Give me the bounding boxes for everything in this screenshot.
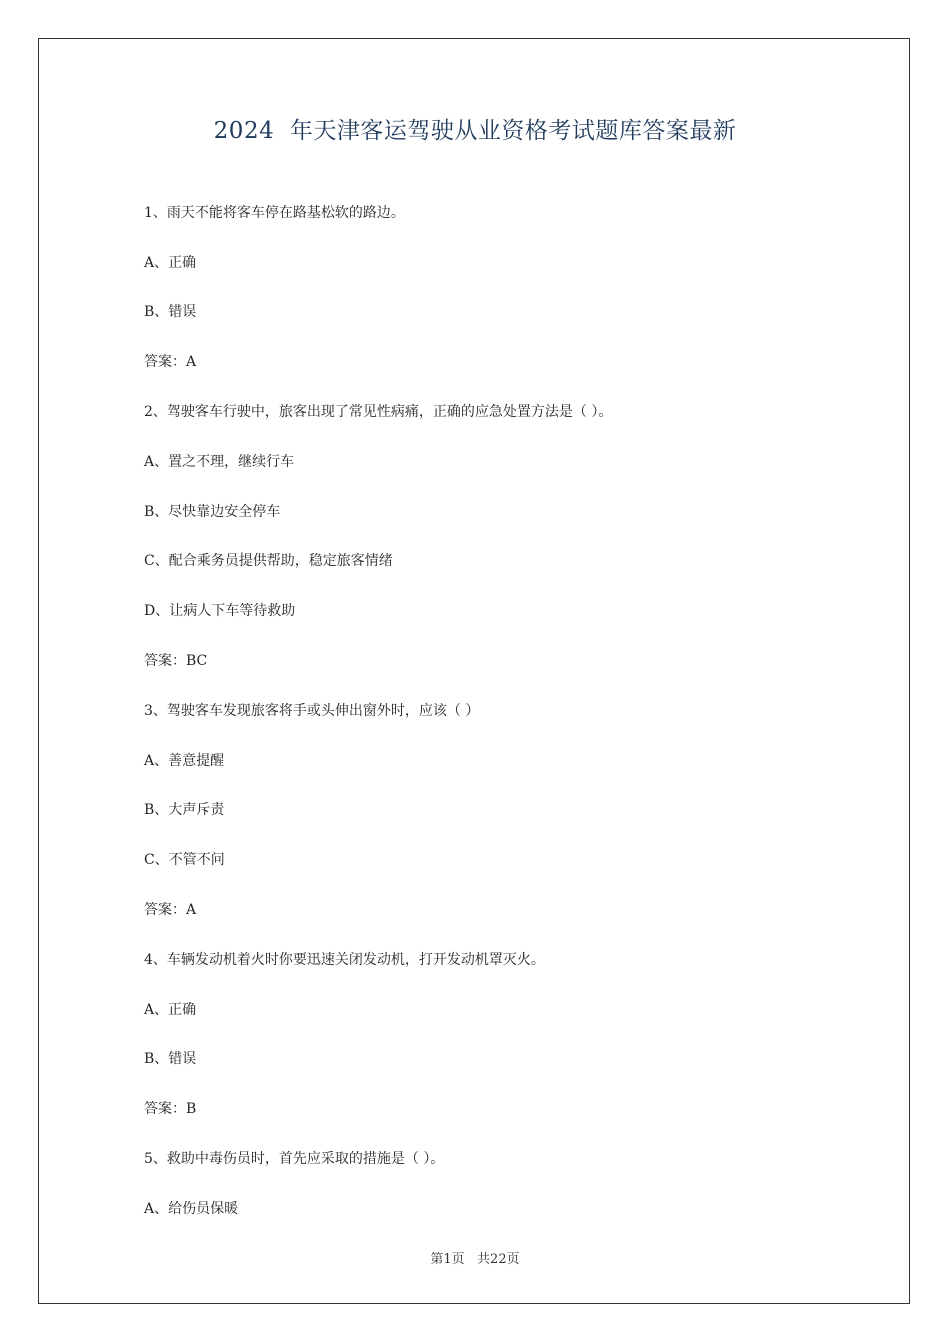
question-1-stem: 1、雨天不能将客车停在路基松软的路边。	[144, 205, 405, 221]
question-5-stem: 5、救助中毒伤员时，首先应采取的措施是（ ）。	[144, 1151, 445, 1167]
question-4-option-a: A、正确	[144, 1002, 197, 1018]
question-3-option-c: C、不管不问	[144, 852, 225, 868]
question-4-answer: 答案：B	[144, 1101, 197, 1117]
question-2-option-c: C、配合乘务员提供帮助，稳定旅客情绪	[144, 553, 393, 569]
question-3-option-a: A、善意提醒	[144, 753, 225, 769]
document-title: 2024 年天津客运驾驶从业资格考试题库答案最新	[213, 118, 737, 144]
question-5-option-a: A、给伤员保暖	[144, 1201, 239, 1217]
question-3-answer: 答案：A	[144, 902, 197, 918]
question-2-option-d: D、让病人下车等待救助	[144, 603, 296, 619]
question-2-stem: 2、驾驶客车行驶中，旅客出现了常见性病痛，正确的应急处置方法是（ ）。	[144, 404, 613, 420]
question-3-option-b: B、大声斥责	[144, 802, 225, 818]
question-1-answer: 答案：A	[144, 354, 197, 370]
question-3-stem: 3、驾驶客车发现旅客将手或头伸出窗外时，应该（ ）	[144, 703, 480, 719]
question-4-stem: 4、车辆发动机着火时你要迅速关闭发动机，打开发动机罩灭火。	[144, 952, 545, 968]
question-2-answer: 答案：BC	[144, 653, 208, 669]
question-1-option-b: B、错误	[144, 304, 197, 320]
question-2-option-b: B、尽快靠边安全停车	[144, 504, 281, 520]
question-2-option-a: A、置之不理，继续行车	[144, 454, 295, 470]
question-4-option-b: B、错误	[144, 1051, 197, 1067]
question-1-option-a: A、正确	[144, 255, 197, 271]
page-number-footer: 第1页 共22页	[430, 1252, 520, 1267]
